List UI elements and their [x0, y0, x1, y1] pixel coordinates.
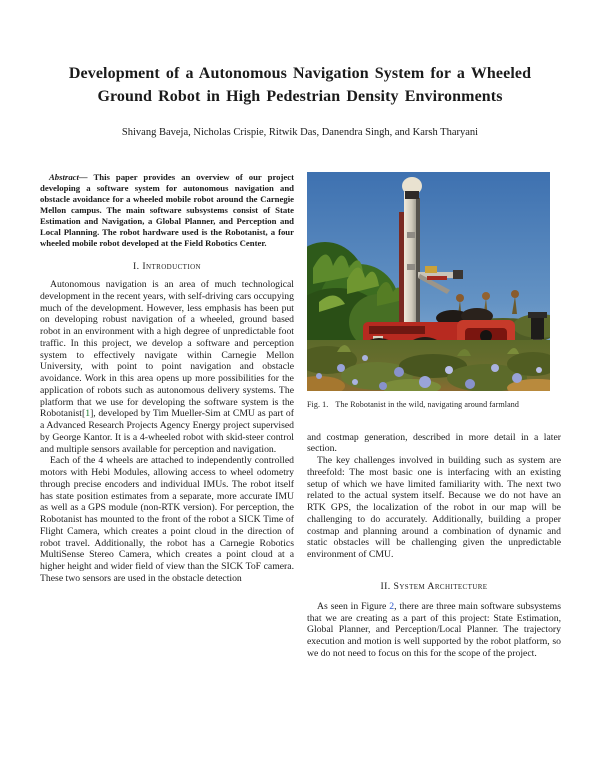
figure-1-caption-label: Fig. 1. [307, 400, 329, 409]
figure-1 [307, 172, 561, 410]
abstract [40, 172, 294, 249]
sysarch-p1-text-a: As seen in Figure [317, 600, 390, 612]
figure-1-photo [307, 172, 550, 391]
left-column [40, 172, 294, 660]
citation-1-link[interactable]: 1 [85, 408, 91, 420]
paper-title: Development of a Autonomous Navigation System for a Wheeled Ground Robot in High Pedestrian Density Environments [68, 65, 532, 105]
abstract-text: This paper provides an overview of our project developing a software system for autonomous navigation and obstacle avoidance for a wheeled mobile robot around the Carnegie Mellon campus. The main software subsystems consist of State Estimation and Navigation, a Global Planner, and Perception and Local Planning. The robot hardware used is the Robotanist, a four wheeled mobile robot developed at the Field Robotics Center. [40, 172, 294, 248]
right-column [307, 172, 561, 660]
paper-authors: Shivang Baveja, Nicholas Crispie, Ritwik Das, Danendra Singh, and Karsh Tharyani [121, 127, 479, 138]
title-block [48, 62, 552, 139]
intro-paragraph-2-continued: and costmap generation, described in more detail in a later section. [307, 431, 561, 455]
section-heading-system-architecture: II. System Architecture [380, 580, 488, 592]
two-column-body [40, 172, 562, 660]
intro-p1-text-a: Autonomous navigation is an area of much technological development in the recent years, with self-driving cars occupying much of the development. However, less emphasis has been put on developing robust navigation of a wheeled, ground based robot in an environment with a high degree of unpredictable foot traffic. In this project, we develop a software and perception system to effectively navigate within Carnegie Mellon University, with point to point navigation and obstacle avoidance. Work in this area opens up more possibilities for the application of robots such as autonomous delivery systems. The platform that we use for developing the software system is the Robotanist[ [40, 279, 294, 420]
section-heading-introduction: I. Introduction [133, 261, 201, 272]
abstract-label: Abstract— [49, 172, 88, 182]
figure-1-caption [307, 400, 561, 410]
intro-paragraph-2: Each of the 4 wheels are attached to independently controlled motors with Hebi Modules, allowing access to wheel odometry through precise encoders and individual IMUs. The robot itself has state position estimates from a separate, more accurate IMU as well as a GPS module (non-RTK version). For perception, the Robotanist has mounted to the front of the robot a SICK Time of Flight Camera, which creates a point cloud in the direction of robot travel. Additionally, the robot has a Carnegie Robotics MultiSense Stereo Camera, which creates a point cloud at a higher height and wider field of view than the SICK ToF camera. These two sensors are used in the obstacle detection [40, 455, 294, 584]
intro-paragraph-3: The key challenges involved in building such as system are threefold: The most basic one is interfacing with an existing setup of which we have limited familiarity with. The next two related to the actual system itself. Because we do not have an RTK GPS, the localization of the robot in our map will be challenging to do accurately. Additionally, building a proper costmap and planning around a combination of dynamic and static obstacles will be challenging given the unpredictable environment of CMU. [307, 455, 561, 560]
figure-1-caption-text: The Robotanist in the wild, navigating around farmland [335, 400, 519, 409]
sysarch-paragraph-1 [307, 601, 561, 660]
figure-2-link[interactable]: 2 [389, 600, 395, 612]
intro-paragraph-1 [40, 279, 294, 455]
right-column-text [307, 432, 561, 660]
sysarch-p1-text-b: , there are three main software subsystems that we are creating as a part of this project: State Estimation, Global Planner, and Perception/Local Planner. The trajectory execution and motion is well supported by the robot platform, so we do not need to focus on this for the scope of the project. [307, 600, 561, 659]
intro-p1-text-b: ], developed by Tim Mueller-Sim at CMU as part of a Advanced Research Projects Agency Energy project supervised by George Kantor. It is a 4-wheeled robot with skid-steer control and multiple sensors available for perception and navigation. [40, 408, 294, 455]
